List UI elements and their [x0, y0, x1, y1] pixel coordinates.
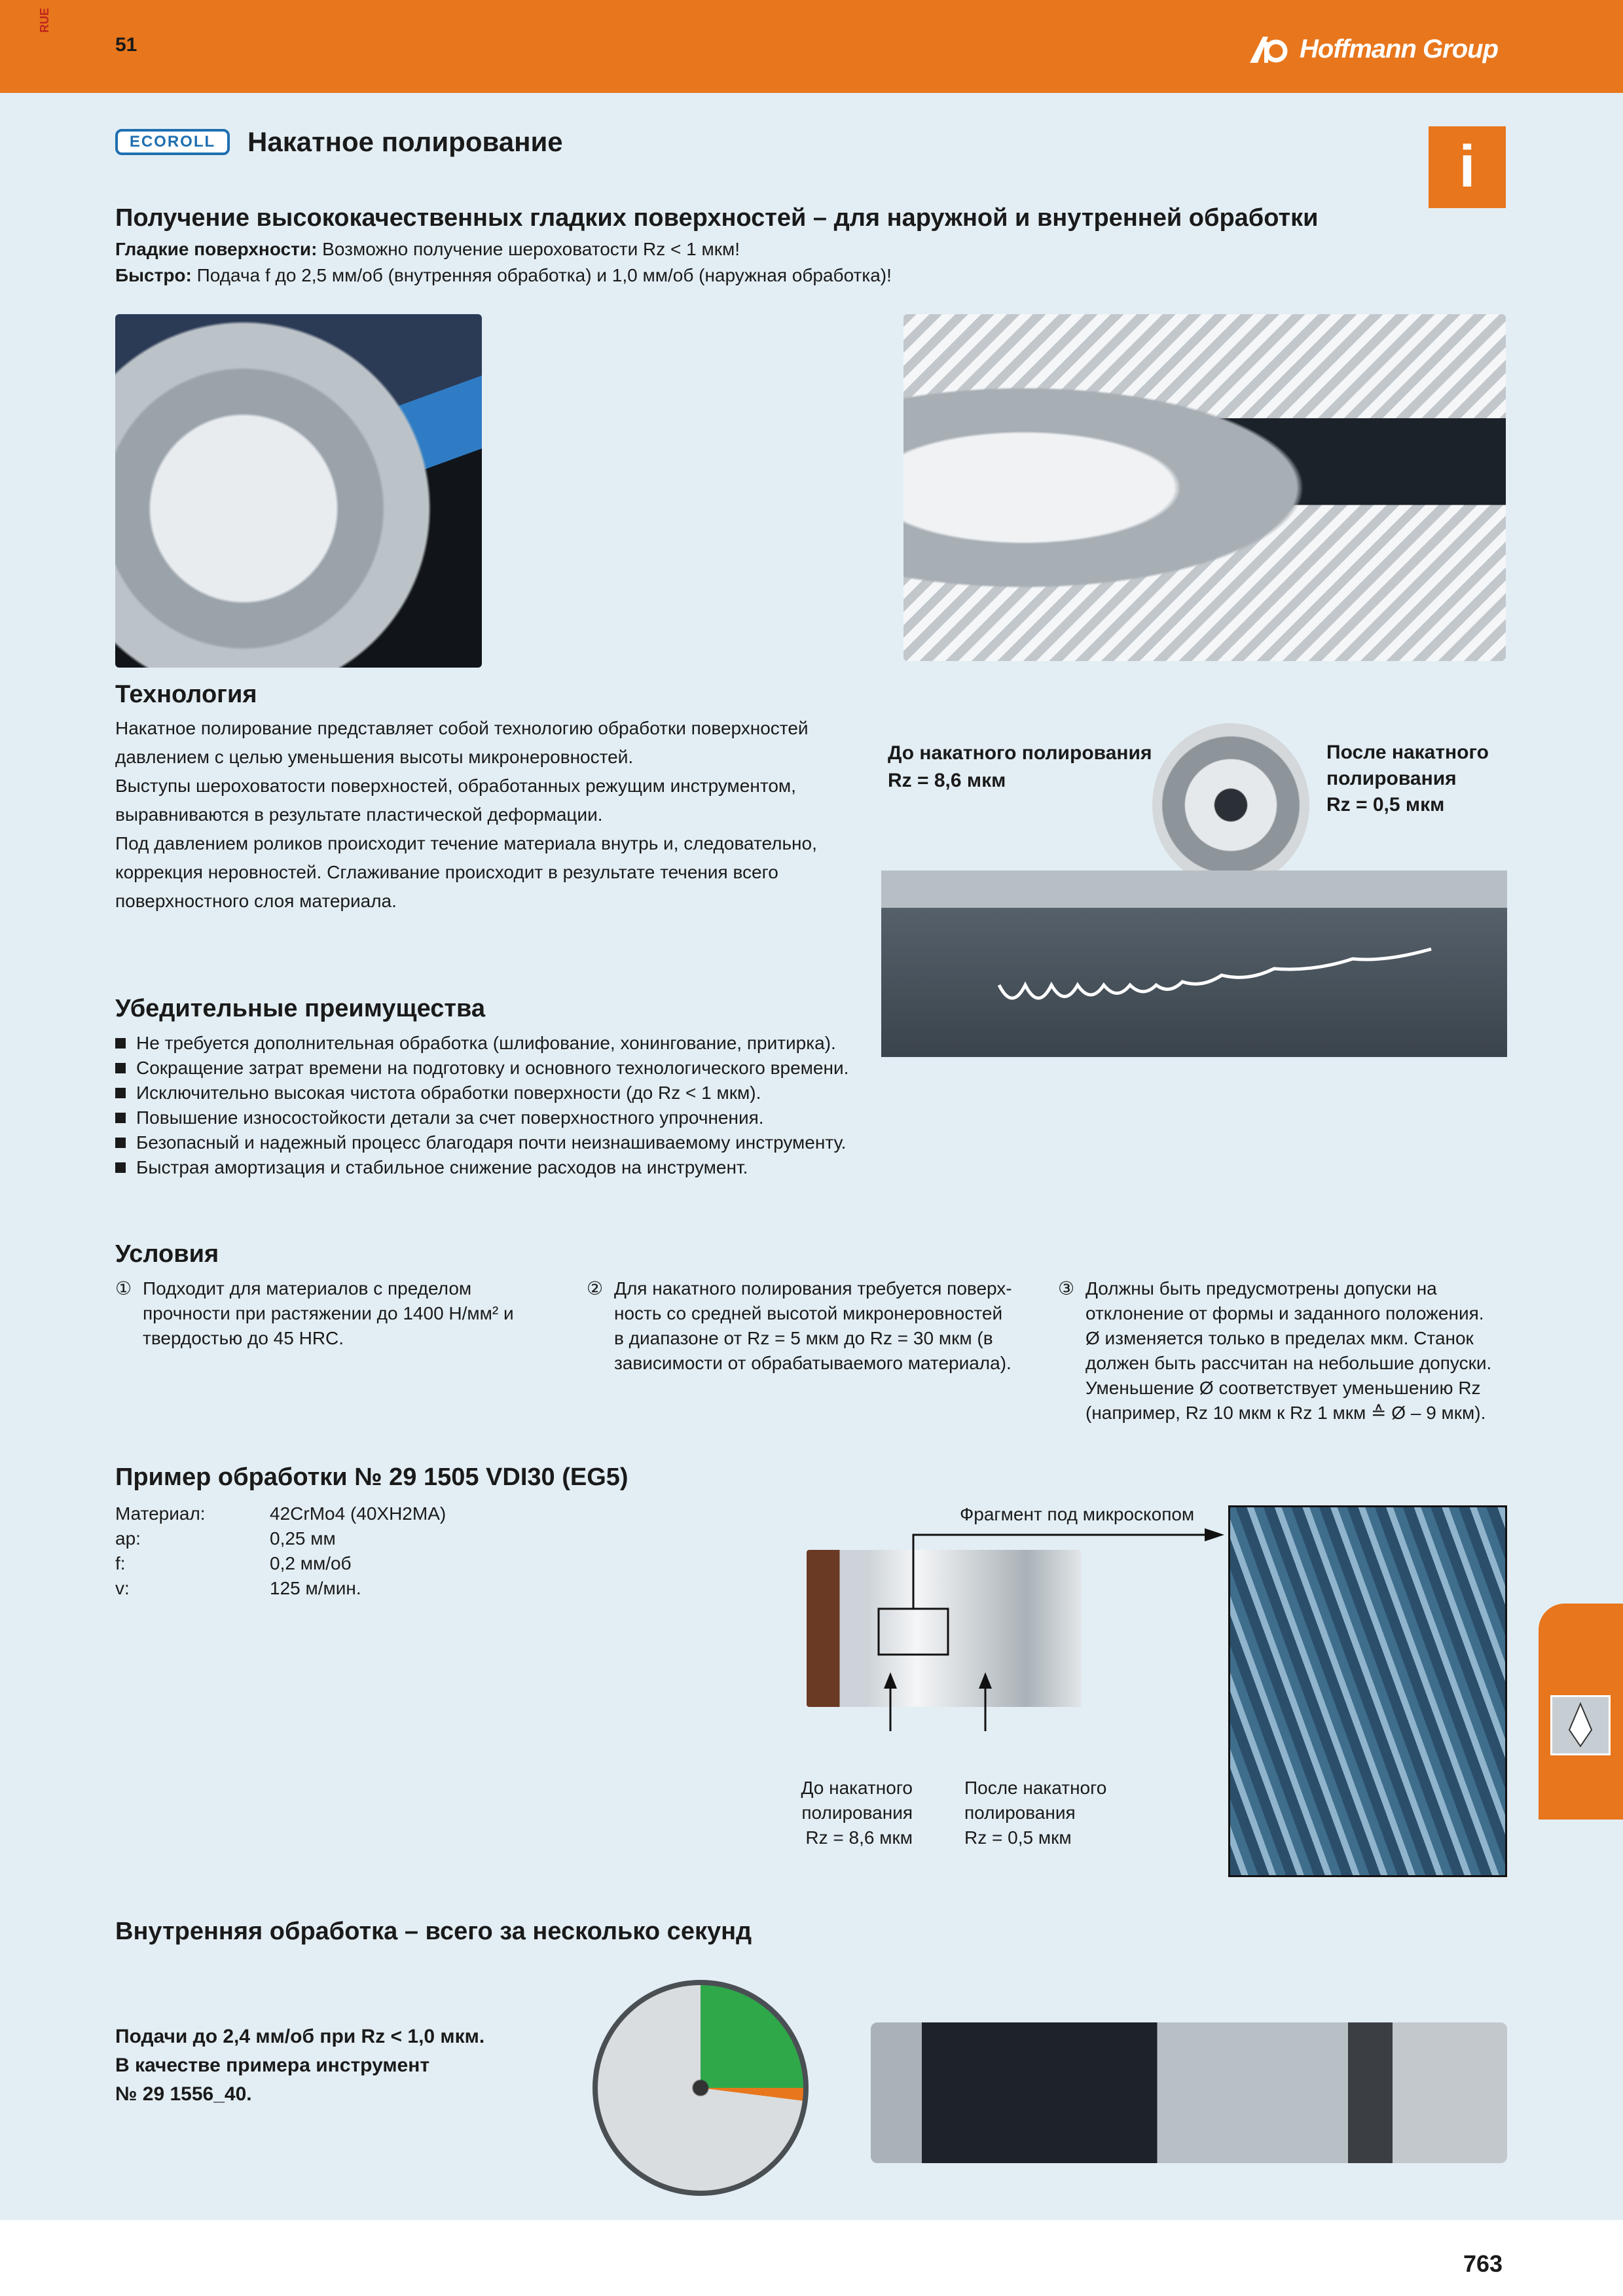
bullet-icon [115, 1063, 126, 1073]
conditions-heading-wrap [115, 1240, 219, 1268]
before-value: Rz = 8,6 мкм [888, 770, 1006, 791]
example-heading: Пример обработки № 29 1505 VDI30 (EG5) [115, 1463, 629, 1491]
intro-section [115, 204, 1425, 289]
surface-profile-image [881, 870, 1507, 1057]
intro-l2-rest: Подача f до 2,5 мм/об (внутренняя обработка) и 1,0 мм/об (наружная обработка)! [191, 265, 892, 285]
tech-line: коррекция неровностей. Сглаживание происходит в результате течения всего [115, 862, 778, 882]
callout-lines [871, 1515, 1224, 1731]
internal-heading: Внутренняя обработка – всего за несколько секунд [115, 1918, 752, 1945]
param-key: f: [115, 1553, 126, 1573]
list-item [115, 1056, 966, 1081]
condition-text [143, 1276, 514, 1351]
list-item-text: Безопасный и надежный процесс благодаря почти неизнашиваемому инструменту. [136, 1132, 847, 1153]
caption-line: полирования [801, 1803, 913, 1823]
before-title: До накатного полирования [888, 742, 1152, 764]
micro-label: Фрагмент под микроскопом [960, 1504, 1195, 1524]
condition-line: зависимости от обрабатываемого материала). [614, 1353, 1012, 1373]
internal-text [115, 2022, 484, 2109]
chapter-number: 51 [115, 34, 137, 56]
caption-line: Rz = 8,6 мкм [805, 1827, 913, 1848]
tech-line: Выступы шероховатости поверхностей, обработанных режущим инструментом, [115, 776, 796, 796]
tech-line: выравниваются в результате пластической деформации. [115, 804, 603, 825]
list-item-text: Исключительно высокая чистота обработки поверхности (до Rz < 1 мкм). [136, 1083, 761, 1103]
internal-heading-wrap [115, 1918, 752, 1946]
technology-heading: Технология [115, 681, 257, 708]
tech-line: Накатное полирование представляет собой технологию обработки поверхностей [115, 718, 809, 738]
condition-1 [115, 1276, 574, 1351]
after-label [1326, 740, 1489, 818]
turning-tool-icon [1550, 1695, 1611, 1755]
internal-tool-image [903, 314, 1506, 661]
param-row [115, 1576, 446, 1601]
intro-l2-bold: Быстро: [115, 265, 192, 285]
microscope-image [1228, 1505, 1507, 1877]
condition-line: Ø изменяется только в пределах мкм. Станок [1085, 1328, 1474, 1348]
param-key: Материал: [115, 1503, 206, 1524]
caption-line: Rz = 0,5 мкм [964, 1827, 1072, 1848]
info-icon: i [1429, 126, 1506, 208]
tech-line: поверхностного слоя материала. [115, 891, 397, 911]
param-value: 0,2 мм/об [270, 1553, 352, 1573]
condition-line: Должны быть предусмотрены допуски на [1085, 1278, 1437, 1299]
list-item-text: Сокращение затрат времени на подготовку и основного технологического времени. [136, 1058, 849, 1078]
advantages-heading: Убедительные преимущества [115, 995, 485, 1022]
intro-heading: Получение высококачественных гладких поверхностей – для наружной и внутренней обработки [115, 204, 1319, 232]
after-value: Rz = 0,5 мкм [1326, 794, 1445, 816]
condition-number: ① [115, 1278, 132, 1299]
internal-line: Подачи до 2,4 мм/об при Rz < 1,0 мкм. [115, 2026, 485, 2047]
condition-line: должен быть рассчитан на небольшие допуски. [1085, 1353, 1492, 1373]
bullet-icon [115, 1138, 126, 1148]
example-after-caption [964, 1776, 1106, 1850]
param-row [115, 1551, 446, 1576]
caption-line: полирования [964, 1803, 1076, 1823]
list-item-text: Быстрая амортизация и стабильное снижение расходов на инструмент. [136, 1157, 748, 1177]
after-title-1: После накатного [1326, 742, 1489, 763]
bullet-icon [115, 1038, 126, 1049]
condition-line: Подходит для материалов с пределом [143, 1278, 472, 1299]
condition-line: (например, Rz 10 мкм к Rz 1 мкм ≙ Ø – 9 мкм). [1085, 1403, 1486, 1423]
advantages-list [115, 1031, 966, 1180]
internal-line: № 29 1556_40. [115, 2083, 252, 2105]
roller-disc-image [1152, 723, 1309, 887]
technology-text [115, 714, 901, 916]
internal-roller-tool-image [871, 2022, 1507, 2163]
condition-line: твердостью до 45 HRC. [143, 1328, 344, 1348]
tech-line: Под давлением роликов происходит течение материала внутрь и, следовательно, [115, 833, 817, 853]
list-item [115, 1031, 966, 1056]
surface-wave-icon [881, 870, 1507, 1057]
param-row [115, 1501, 446, 1526]
external-tool-image [115, 314, 482, 668]
caption-line: После накатного [964, 1778, 1107, 1798]
condition-line: Для накатного полирования требуется поверх- [614, 1278, 1012, 1299]
intro-l1-rest: Возможно получение шероховатости Rz < 1 мкм! [317, 239, 740, 259]
tool-insert-icon [1552, 1697, 1609, 1753]
condition-2 [587, 1276, 1045, 1376]
conditions-heading: Условия [115, 1240, 219, 1268]
list-item [115, 1130, 966, 1155]
condition-number: ② [587, 1278, 604, 1299]
condition-line: прочности при растяжении до 1400 Н/мм² и [143, 1303, 514, 1323]
example-before-caption [795, 1776, 913, 1850]
condition-text [1085, 1276, 1491, 1426]
stopwatch-icon [593, 1980, 809, 2196]
condition-line: в диапазоне от Rz = 5 мкм до Rz = 30 мкм (в [614, 1328, 993, 1348]
bullet-icon [115, 1113, 126, 1123]
condition-line: отклонение от формы и заданного положения. [1085, 1303, 1484, 1323]
page-title: Накатное полирование [247, 126, 563, 157]
before-label [888, 740, 1152, 795]
internal-line: В качестве примера инструмент [115, 2054, 430, 2076]
tech-line: давлением с целью уменьшения высоты микронеровностей. [115, 747, 634, 767]
brand-name: Hoffmann Group [1300, 34, 1499, 63]
list-item [115, 1081, 966, 1105]
advantages-section [115, 995, 966, 1180]
list-item-text: Повышение износостойкости детали за счет поверхностного упрочнения. [136, 1107, 764, 1128]
param-key: v: [115, 1578, 130, 1598]
param-value: 125 м/мин. [270, 1578, 361, 1598]
condition-text [614, 1276, 1012, 1376]
list-item [115, 1105, 966, 1130]
ecoroll-badge: ECOROLL [115, 129, 230, 155]
hoffmann-logo-icon [1247, 34, 1293, 64]
condition-number: ③ [1058, 1278, 1075, 1299]
param-value: 0,25 мм [270, 1528, 336, 1549]
example-params [115, 1501, 446, 1601]
condition-3 [1058, 1276, 1529, 1426]
brand-logo [1247, 34, 1498, 64]
param-value: 42CrMo4 (40ХН2МА) [270, 1503, 447, 1524]
example-heading-wrap [115, 1463, 629, 1492]
param-row [115, 1526, 446, 1551]
bullet-icon [115, 1088, 126, 1098]
param-key: ap: [115, 1528, 141, 1549]
bullet-icon [115, 1162, 126, 1173]
intro-line-2 [115, 262, 1425, 289]
list-item-text: Не требуется дополнительная обработка (шлифование, хонингование, притирка). [136, 1033, 836, 1053]
page-number: 763 [1463, 2250, 1503, 2277]
condition-line: Уменьшение Ø соответствует уменьшению Rz [1085, 1378, 1481, 1398]
intro-line-1 [115, 236, 1425, 262]
intro-l1-bold: Гладкие поверхности: [115, 239, 318, 259]
caption-line: До накатного [801, 1778, 913, 1798]
condition-line: ность со средней высотой микронеровностей [614, 1303, 1003, 1323]
after-title-2: полирования [1326, 768, 1457, 789]
language-code: RUE [38, 7, 51, 33]
list-item [115, 1155, 966, 1180]
technology-section [115, 681, 901, 916]
